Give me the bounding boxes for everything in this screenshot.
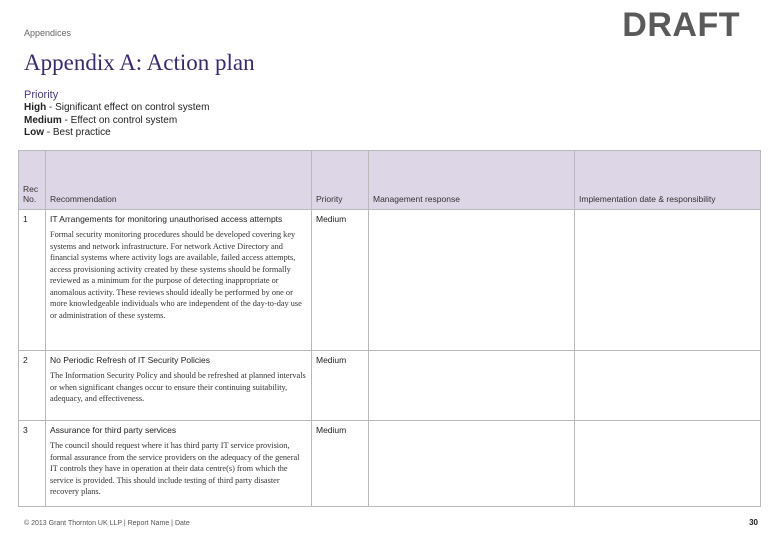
recommendation-title: Assurance for third party services (50, 425, 177, 435)
management-response-cell[interactable] (369, 351, 575, 421)
recommendation-body: The Information Security Policy and should be refreshed at planned intervals or when significant changes occur to ensure their continuing suitability, adequacy, and effectiveness. (50, 371, 306, 403)
implementation-cell[interactable] (575, 210, 761, 351)
header-implementation: Implementation date & responsibility (575, 151, 761, 210)
table-header-row (19, 151, 761, 210)
priority-legend (24, 102, 209, 140)
header-recommendation: Recommendation (46, 151, 312, 210)
section-label: Appendices (24, 28, 72, 38)
priority-item-low (24, 127, 209, 140)
priority-description: - Best practice (44, 127, 111, 138)
priority-level: Low (24, 127, 44, 138)
priority-item-high (24, 102, 209, 115)
recommendation-cell (46, 210, 312, 351)
recommendation-title: No Periodic Refresh of IT Security Policies (50, 355, 210, 365)
priority-heading: Priority (24, 89, 59, 101)
rec-no: 2 (19, 351, 46, 421)
draft-watermark: DRAFT (622, 6, 740, 44)
table-row (19, 351, 761, 421)
header-rec-no: Rec No. (19, 151, 46, 210)
priority-cell: Medium (312, 210, 369, 351)
header-management-response: Management response (369, 151, 575, 210)
management-response-cell[interactable] (369, 210, 575, 351)
action-plan-table (18, 150, 761, 507)
recommendation-cell (46, 421, 312, 507)
priority-item-medium (24, 115, 209, 128)
priority-cell: Medium (312, 351, 369, 421)
priority-level: Medium (24, 114, 62, 126)
priority-description: - Significant effect on control system (46, 102, 210, 113)
header-priority: Priority (312, 151, 369, 210)
footer-text: © 2013 Grant Thornton UK LLP | Report Name | Date (24, 520, 190, 527)
rec-no: 3 (19, 421, 46, 507)
page-number: 30 (749, 518, 758, 527)
table-row (19, 421, 761, 507)
management-response-cell[interactable] (369, 421, 575, 507)
priority-cell: Medium (312, 421, 369, 507)
implementation-cell[interactable] (575, 421, 761, 507)
rec-no: 1 (19, 210, 46, 351)
recommendation-body: Formal security monitoring procedures should be developed covering key systems and network infrastructure. For network Active Directory and financial systems where activity logs are available, failed access attempts, access provisioning activity created by these systems should be formally reviewed as a minimum for the purpose of detecting inappropriate or anomalous activity. These reviews should ideally be performed by one or more knowledgeable individuals who are independent of the day-to-day use or administration of these systems. (50, 230, 302, 320)
recommendation-title: IT Arrangements for monitoring unauthorised access attempts (50, 214, 283, 224)
priority-description: - Effect on control system (61, 114, 178, 126)
recommendation-body: The council should request where it has third party IT service provision, formal assurance from the service providers on the adequacy of the general IT controls they have in operation at their data centre(s) from which the service is provided. This should include testing of third party disaster recovery plans. (50, 441, 300, 496)
recommendation-cell (46, 351, 312, 421)
table-row (19, 210, 761, 351)
page-title: Appendix A: Action plan (24, 50, 255, 75)
implementation-cell[interactable] (575, 351, 761, 421)
priority-level: High (24, 102, 47, 113)
